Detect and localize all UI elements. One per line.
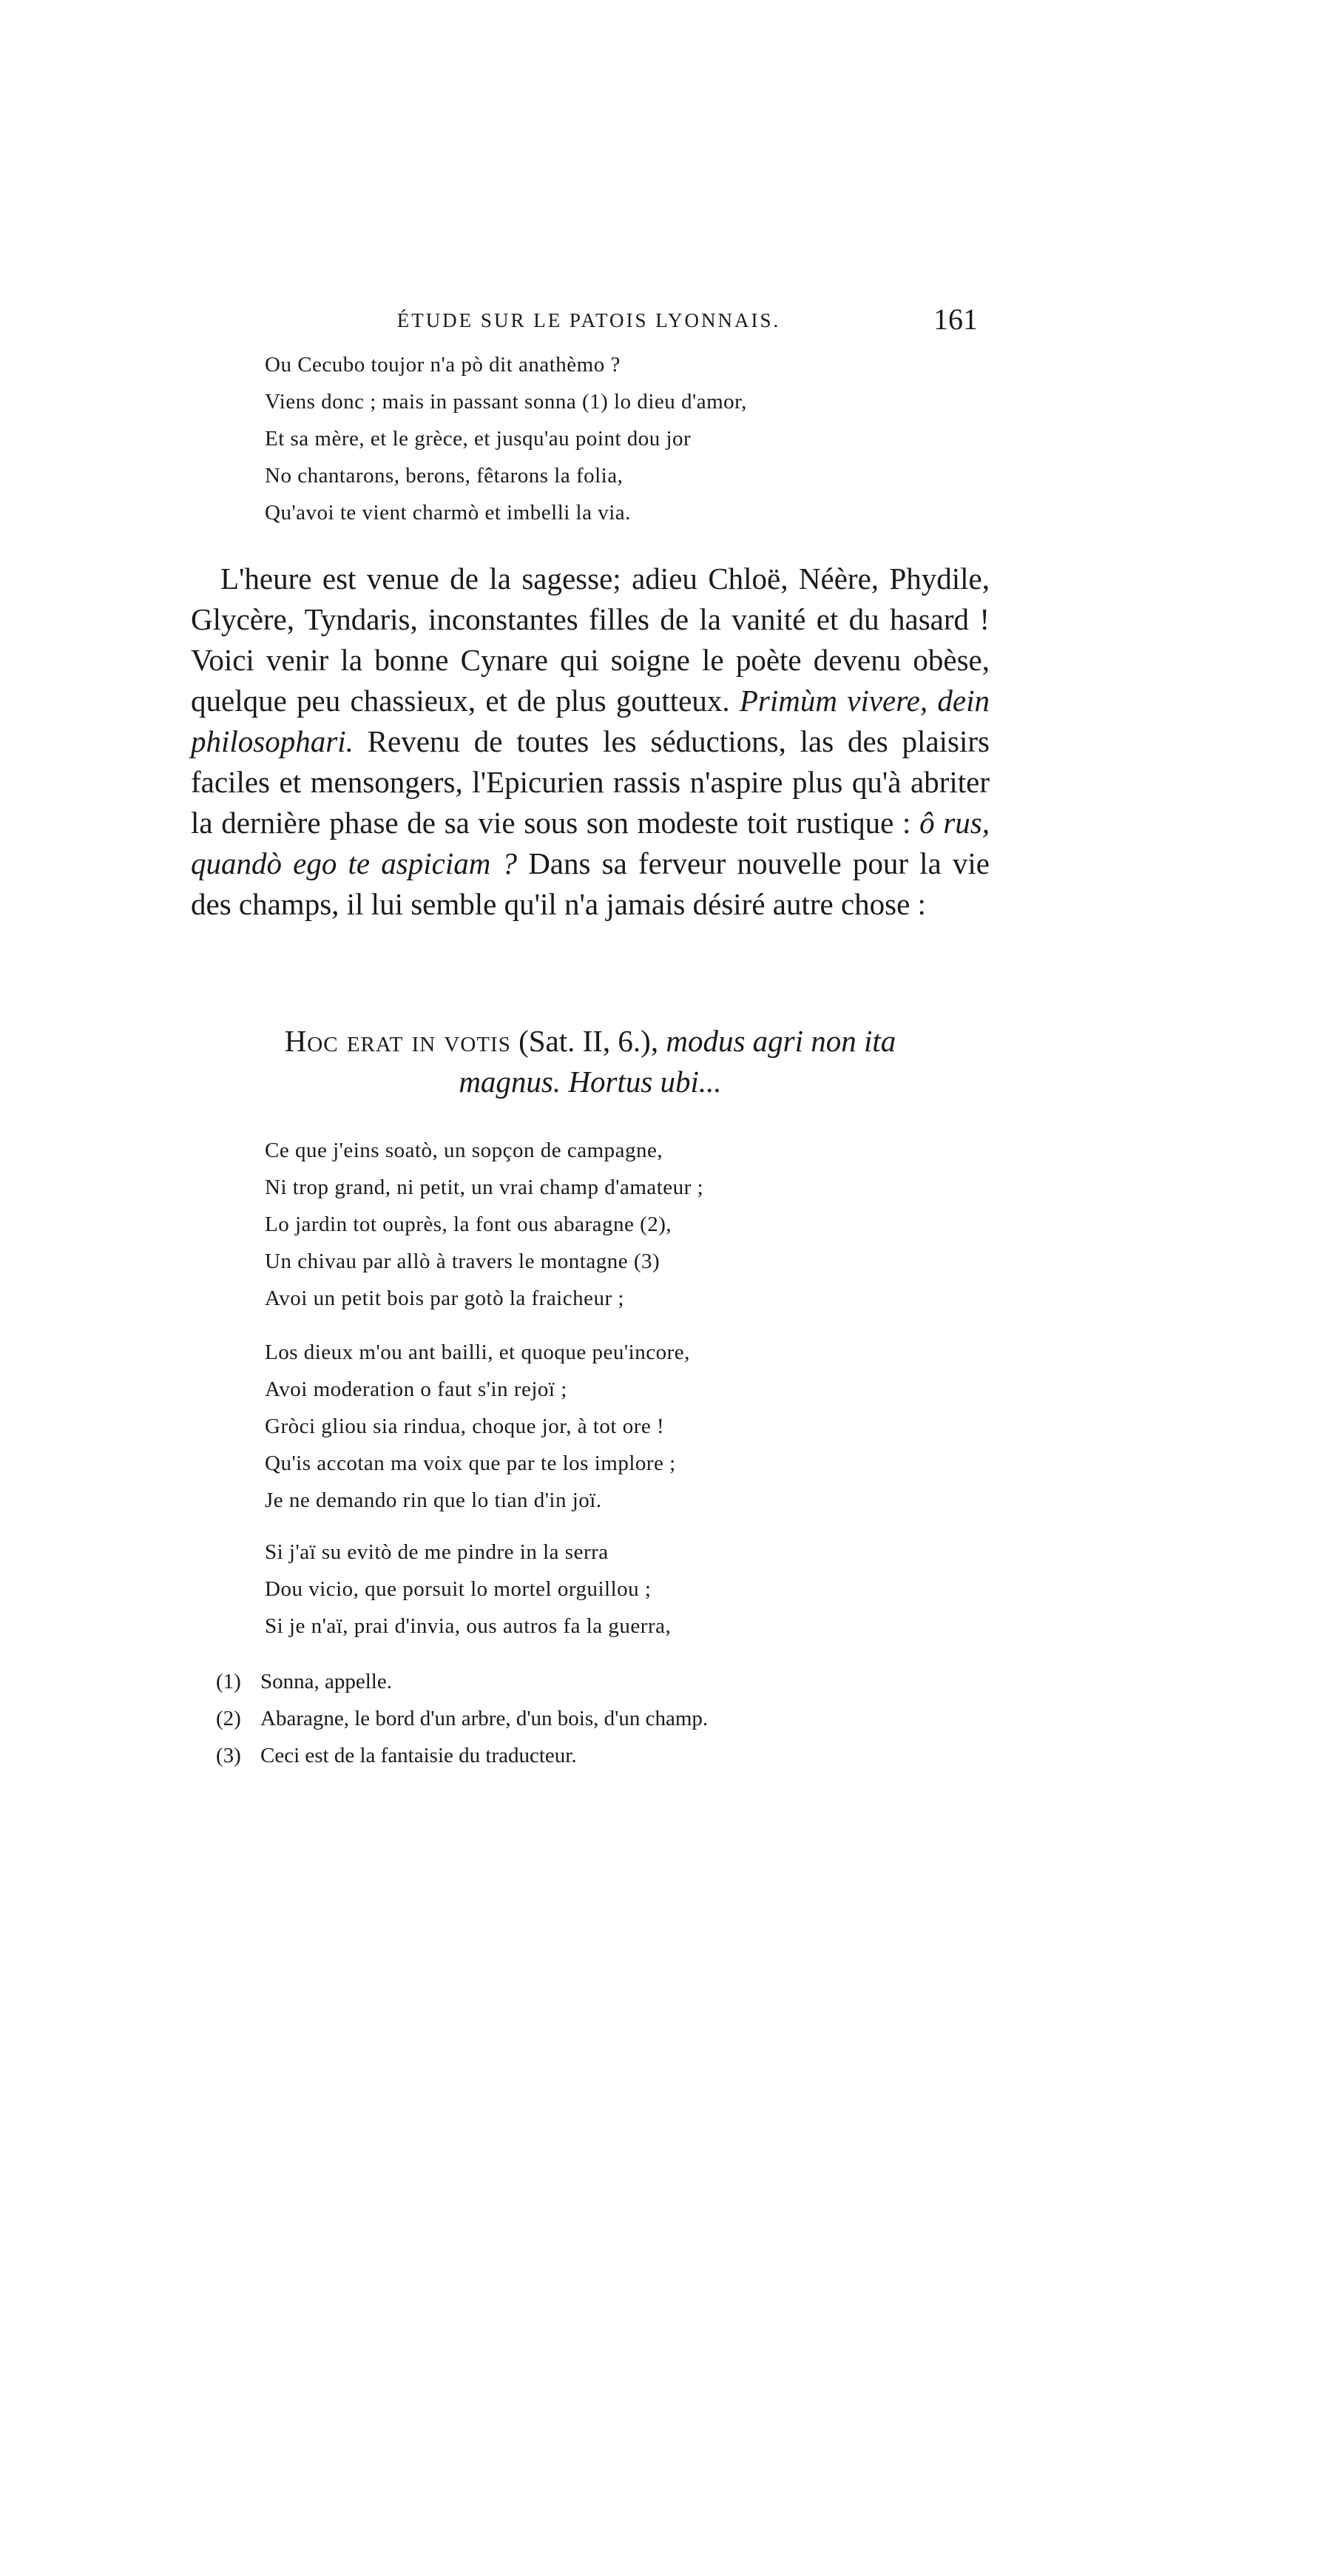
verse-line: Dou vicio, que porsuit lo mortel orguillou ;: [265, 1577, 652, 1601]
verse-line: Avoi moderation o faut s'in rejoï ;: [265, 1378, 567, 1401]
epigraph-italic: modus agri non ita: [666, 1024, 896, 1058]
footnote-text: Abaragne, le bord d'un arbre, d'un bois, d'un champ.: [260, 1707, 709, 1730]
verse-line: Avoi un petit bois par gotò la fraicheur ;: [265, 1287, 624, 1310]
footnote: [216, 1737, 708, 1774]
prose-text: L'heure est venue de la sagesse; adieu Chloë, Néère, Phydile, Glycère, Tyndaris, inconstantes filles de la vanité et du hasard ! Voici venir la bonne Cynare qui soigne le poète devenu obèse, quelque peu chassieux, et de plus goutteux.: [191, 562, 990, 718]
footnote-mark: (1): [216, 1670, 241, 1693]
epigraph-line-2: [191, 1062, 990, 1102]
epigraph-italic: magnus. Hortus ubi...: [459, 1065, 722, 1099]
verse-line: No chantarons, berons, fêtarons la folia,: [265, 464, 624, 488]
verse-line: Qu'is accotan ma voix que par te los implore ;: [265, 1451, 676, 1475]
verse-line: Los dieux m'ou ant bailli, et quoque peu'incore,: [265, 1341, 690, 1364]
footnote-text: Sonna, appelle.: [260, 1670, 392, 1693]
epigraph-reference: (Sat. II, 6.),: [518, 1024, 659, 1058]
footnote-text: Ceci est de la fantaisie du traducteur.: [260, 1744, 577, 1767]
epigraph: [191, 1021, 990, 1102]
page-number: 161: [933, 303, 978, 336]
verse-line: Viens donc ; mais in passant sonna (1) lo dieu d'amor,: [265, 390, 747, 414]
paragraph: [191, 559, 990, 925]
verse-top: [265, 346, 747, 531]
verse-line: Je ne demando rin que lo tian d'in joï.: [265, 1488, 602, 1512]
epigraph-line-1: [191, 1021, 990, 1062]
running-head: [192, 302, 985, 346]
verse-line: Lo jardin tot ouprès, la font ous abaragne (2),: [265, 1213, 672, 1236]
footnote-mark: (3): [216, 1744, 241, 1767]
epigraph-small-caps: Hoc erat in votis: [284, 1024, 511, 1058]
latin-quote: ô rus, quandò ego te aspiciam ?: [191, 806, 990, 880]
stanza-1: [265, 1132, 703, 1317]
prose-text: Dans sa ferveur nouvelle pour la vie des champs, il lui semble qu'il n'a jamais désiré autre chose :: [191, 846, 990, 921]
prose-paragraph: [191, 559, 990, 925]
verse-line: Qu'avoi te vient charmò et imbelli la via.: [265, 501, 631, 525]
verse-line: Ce que j'eins soatò, un sopçon de campagne,: [265, 1139, 663, 1162]
footnote-mark: (2): [216, 1707, 241, 1730]
footnote: [216, 1700, 708, 1737]
latin-quote: Primùm vivere, dein philosophari.: [191, 684, 990, 758]
verse-line: Si je n'aï, prai d'invia, ous autros fa la guerra,: [265, 1614, 672, 1638]
verse-line: Et sa mère, et le grèce, et jusqu'au point dou jor: [265, 427, 692, 451]
stanza-3: [265, 1534, 671, 1645]
footnote: [216, 1663, 708, 1700]
verse-line: Ou Cecubo toujor n'a pò dit anathèmo ?: [265, 353, 621, 377]
verse-line: Gròci gliou sia rindua, choque jor, à tot ore !: [265, 1415, 665, 1438]
running-title: ÉTUDE SUR LE PATOIS LYONNAIS.: [396, 309, 781, 331]
footnotes: [216, 1663, 708, 1774]
verse-line: Ni trop grand, ni petit, un vrai champ d'amateur ;: [265, 1176, 704, 1199]
stanza-2: [265, 1334, 690, 1519]
prose-text: Revenu de toutes les séductions, las des plaisirs faciles et mensongers, l'Epicurien rassis n'aspire plus qu'à abriter la dernière phase de sa vie sous son modeste toit rustique :: [191, 724, 990, 840]
verse-line: Un chivau par allò à travers le montagne (3): [265, 1250, 660, 1273]
verse-line: Si j'aï su evitò de me pindre in la serra: [265, 1540, 609, 1564]
